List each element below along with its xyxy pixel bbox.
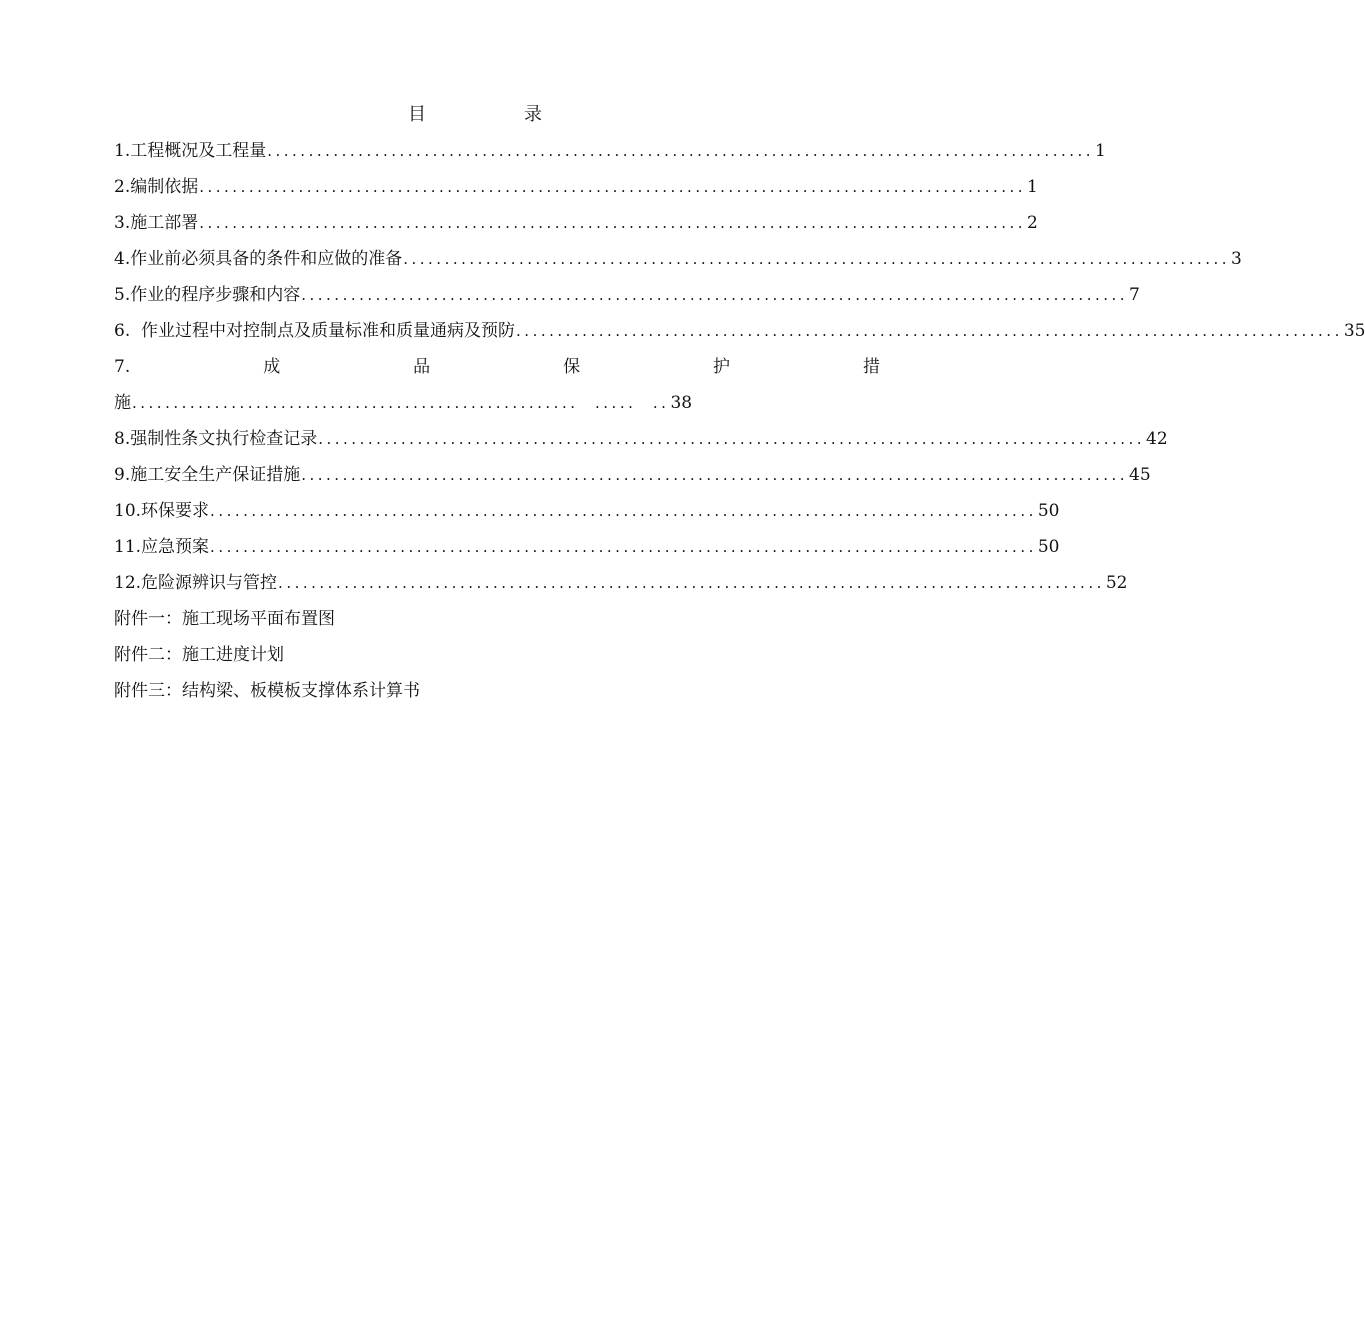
- toc-entry-word: 护: [713, 357, 731, 377]
- toc-entry[interactable]: [114, 498, 1060, 534]
- toc-leader-dots: ....................................................................................................: [301, 466, 1129, 484]
- toc-entry-page: 50: [1037, 537, 1060, 557]
- toc-entry-page: 1: [1095, 141, 1106, 161]
- toc-entry-label: 施: [114, 393, 131, 413]
- toc-list: [114, 138, 1365, 714]
- appendix-item[interactable]: 附件一：施工现场平面布置图: [114, 609, 335, 629]
- toc-entry[interactable]: [114, 318, 1365, 354]
- toc-entry[interactable]: [114, 462, 1151, 498]
- toc-entry-page: 1: [1027, 177, 1038, 197]
- toc-entry[interactable]: [114, 174, 1038, 210]
- toc-entry-label: 2.编制依据: [114, 177, 199, 197]
- toc-leader-dots: ...................................................... ..... ..: [132, 394, 670, 412]
- toc-leader-dots: ....................................................................................................: [403, 250, 1231, 268]
- toc-entry-word: 成: [263, 357, 281, 377]
- toc-leader-dots: ....................................................................................................: [210, 538, 1037, 556]
- toc-entry-word: 品: [413, 357, 431, 377]
- toc-leader-dots: ....................................................................................................: [318, 430, 1146, 448]
- toc-leader-dots: ....................................................................................................: [267, 142, 1095, 160]
- toc-entry-word: 保: [563, 357, 581, 377]
- toc-entry-page: 52: [1105, 573, 1128, 593]
- toc-entry[interactable]: [114, 282, 1140, 318]
- toc-entry[interactable]: [114, 426, 1168, 462]
- toc-entry[interactable]: [114, 210, 1038, 246]
- toc-entry-page: 35: [1343, 321, 1365, 341]
- toc-entry-label: 12.危险源辨识与管控: [114, 573, 278, 593]
- toc-leader-dots: ....................................................................................................: [278, 574, 1105, 592]
- toc-entry-7-line1[interactable]: [114, 354, 880, 390]
- toc-entry-word: 措: [863, 357, 880, 377]
- toc-entry-page: 45: [1129, 465, 1151, 485]
- toc-entry-word: 7.: [114, 357, 131, 377]
- toc-entry[interactable]: [114, 138, 1106, 174]
- toc-entry-page: 38: [670, 393, 693, 413]
- toc-entry-label: 9.施工安全生产保证措施: [114, 465, 301, 485]
- toc-entry-page: 3: [1231, 249, 1242, 269]
- appendix-item[interactable]: 附件三：结构梁、板模板支撑体系计算书: [114, 681, 420, 701]
- toc-entry-7-line2[interactable]: [114, 390, 880, 426]
- toc-entry[interactable]: [114, 534, 1060, 570]
- toc-entry-page: 42: [1146, 429, 1168, 449]
- toc-entry-label: 1.工程概况及工程量: [114, 141, 267, 161]
- toc-leader-dots: ....................................................................................................: [210, 502, 1037, 520]
- toc-entry-page: 7: [1129, 285, 1140, 305]
- toc-entry-label: 10.环保要求: [114, 501, 210, 521]
- toc-entry-label: 5.作业的程序步骤和内容: [114, 285, 301, 305]
- toc-entry-page: 50: [1037, 501, 1060, 521]
- toc-entry-label: 4.作业前必须具备的条件和应做的准备: [114, 249, 403, 269]
- toc-entry-label: 6. 作业过程中对控制点及质量标准和质量通病及预防: [114, 321, 516, 341]
- toc-entry-label: 11.应急预案: [114, 537, 210, 557]
- toc-leader-dots: ....................................................................................................: [301, 286, 1129, 304]
- toc-leader-dots: ....................................................................................................: [199, 214, 1027, 232]
- appendix-item[interactable]: 附件二：施工进度计划: [114, 645, 284, 665]
- toc-entry[interactable]: [114, 246, 1242, 282]
- toc-entry-label: 3.施工部署: [114, 213, 199, 233]
- toc-entry-label: 8.强制性条文执行检查记录: [114, 429, 318, 449]
- toc-leader-dots: ....................................................................................................: [199, 178, 1027, 196]
- toc-entry[interactable]: [114, 570, 1128, 606]
- toc-title: 目 录: [408, 104, 582, 125]
- toc-leader-dots: ....................................................................................................: [516, 322, 1343, 340]
- toc-entry-page: 2: [1027, 213, 1038, 233]
